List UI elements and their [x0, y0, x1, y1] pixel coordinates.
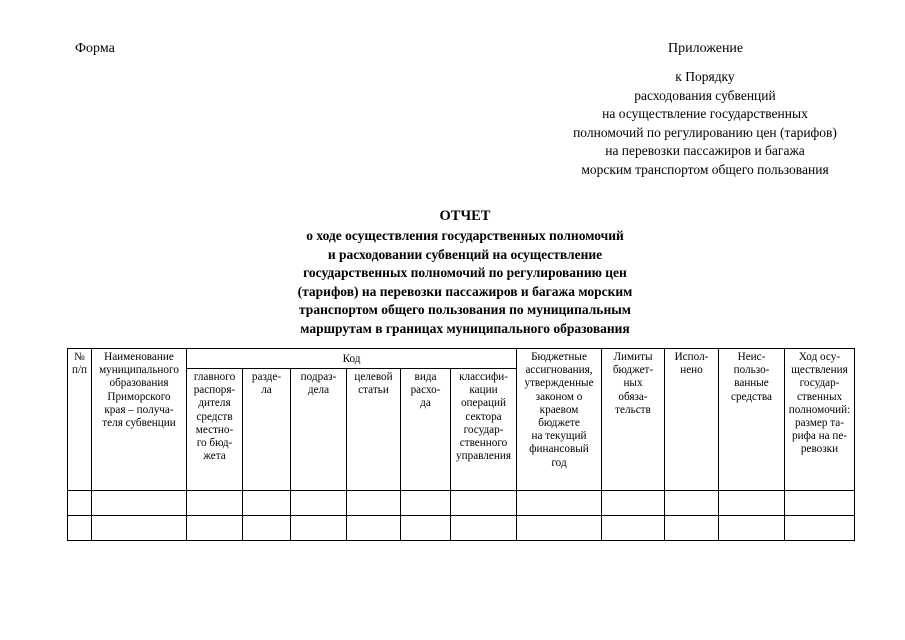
report-title: ОТЧЕТ: [439, 208, 491, 224]
col-header-operations-classification: классифи- кации операций сектора государ- ственного управления: [451, 369, 517, 491]
table-cell[interactable]: [785, 491, 855, 516]
col-header-code-group: Код: [187, 349, 517, 369]
report-table: [67, 348, 855, 541]
report-subtitle-line: маршрутам в границах муниципального образования: [300, 320, 630, 336]
col-header-budget-allocations: Бюджетные ассигнования, утвержденные законом о краевом бюджете на текущий финансовый год: [517, 349, 602, 491]
table-cell[interactable]: [401, 491, 451, 516]
table-cell[interactable]: [451, 516, 517, 541]
report-subtitle-line: и расходовании субвенций на осуществление: [327, 246, 603, 262]
col-header-municipality: Наименование муниципального образования Приморского края – получа- теля субвенции: [92, 349, 187, 491]
table-cell[interactable]: [517, 491, 602, 516]
col-header-executed: Испол- нено: [665, 349, 719, 491]
table-cell[interactable]: [187, 516, 243, 541]
table-cell[interactable]: [401, 516, 451, 541]
col-header-progress: Ход осу- ществления государ- ственных полномочий: размер та- рифа на пе- ревозки: [785, 349, 855, 491]
table-cell[interactable]: [347, 491, 401, 516]
table-cell[interactable]: [243, 516, 291, 541]
table-cell[interactable]: [291, 491, 347, 516]
report-subtitle-line: о ходе осуществления государственных полномочий: [306, 228, 624, 243]
col-header-chief-administrator: главного распоря- дителя средств местно- го бюд- жета: [187, 369, 243, 491]
table-cell[interactable]: [602, 516, 665, 541]
col-header-number: № п/п: [68, 349, 92, 491]
appendix-line: расходования субвенций: [634, 87, 776, 103]
col-header-section: разде- ла: [243, 369, 291, 491]
report-subtitle-line: (тарифов) на перевозки пассажиров и багажа морским: [297, 283, 633, 299]
table-cell[interactable]: [243, 491, 291, 516]
table-row: [68, 516, 855, 541]
col-header-subsection: подраз- дела: [291, 369, 347, 491]
table-cell[interactable]: [187, 491, 243, 516]
appendix-line: морским транспортом общего пользования: [581, 161, 829, 177]
table-cell[interactable]: [602, 491, 665, 516]
table-cell[interactable]: [451, 491, 517, 516]
table-cell[interactable]: [665, 516, 719, 541]
table-row: [68, 491, 855, 516]
appendix-line: на осуществление государственных: [602, 106, 808, 122]
col-header-expense-type: вида расхо- да: [401, 369, 451, 491]
col-header-budget-limits: Лимиты бюджет- ных обяза- тельств: [602, 349, 665, 491]
appendix-line: на перевозки пассажиров и багажа: [605, 143, 805, 159]
table-cell[interactable]: [68, 491, 92, 516]
col-header-target-item: целевой статьи: [347, 369, 401, 491]
report-subtitle-line: транспортом общего пользования по муниципальным: [299, 302, 631, 318]
form-label: Форма: [75, 41, 115, 56]
table-cell[interactable]: [719, 516, 785, 541]
table-cell[interactable]: [665, 491, 719, 516]
table-cell[interactable]: [291, 516, 347, 541]
table-cell[interactable]: [92, 516, 187, 541]
table-cell[interactable]: [517, 516, 602, 541]
table-cell[interactable]: [68, 516, 92, 541]
appendix-title: Приложение: [668, 41, 744, 56]
col-header-unused-funds: Неис- пользо- ванные средства: [719, 349, 785, 491]
appendix-text: [545, 68, 865, 180]
report-subtitle-line: государственных полномочий по регулированию цен: [303, 265, 627, 281]
table-cell[interactable]: [92, 491, 187, 516]
table-cell[interactable]: [719, 491, 785, 516]
appendix-line: полномочий по регулированию цен (тарифов): [573, 124, 837, 140]
table-cell[interactable]: [785, 516, 855, 541]
report-heading: [230, 205, 700, 339]
table-cell[interactable]: [347, 516, 401, 541]
appendix-line: к Порядку: [675, 69, 735, 84]
